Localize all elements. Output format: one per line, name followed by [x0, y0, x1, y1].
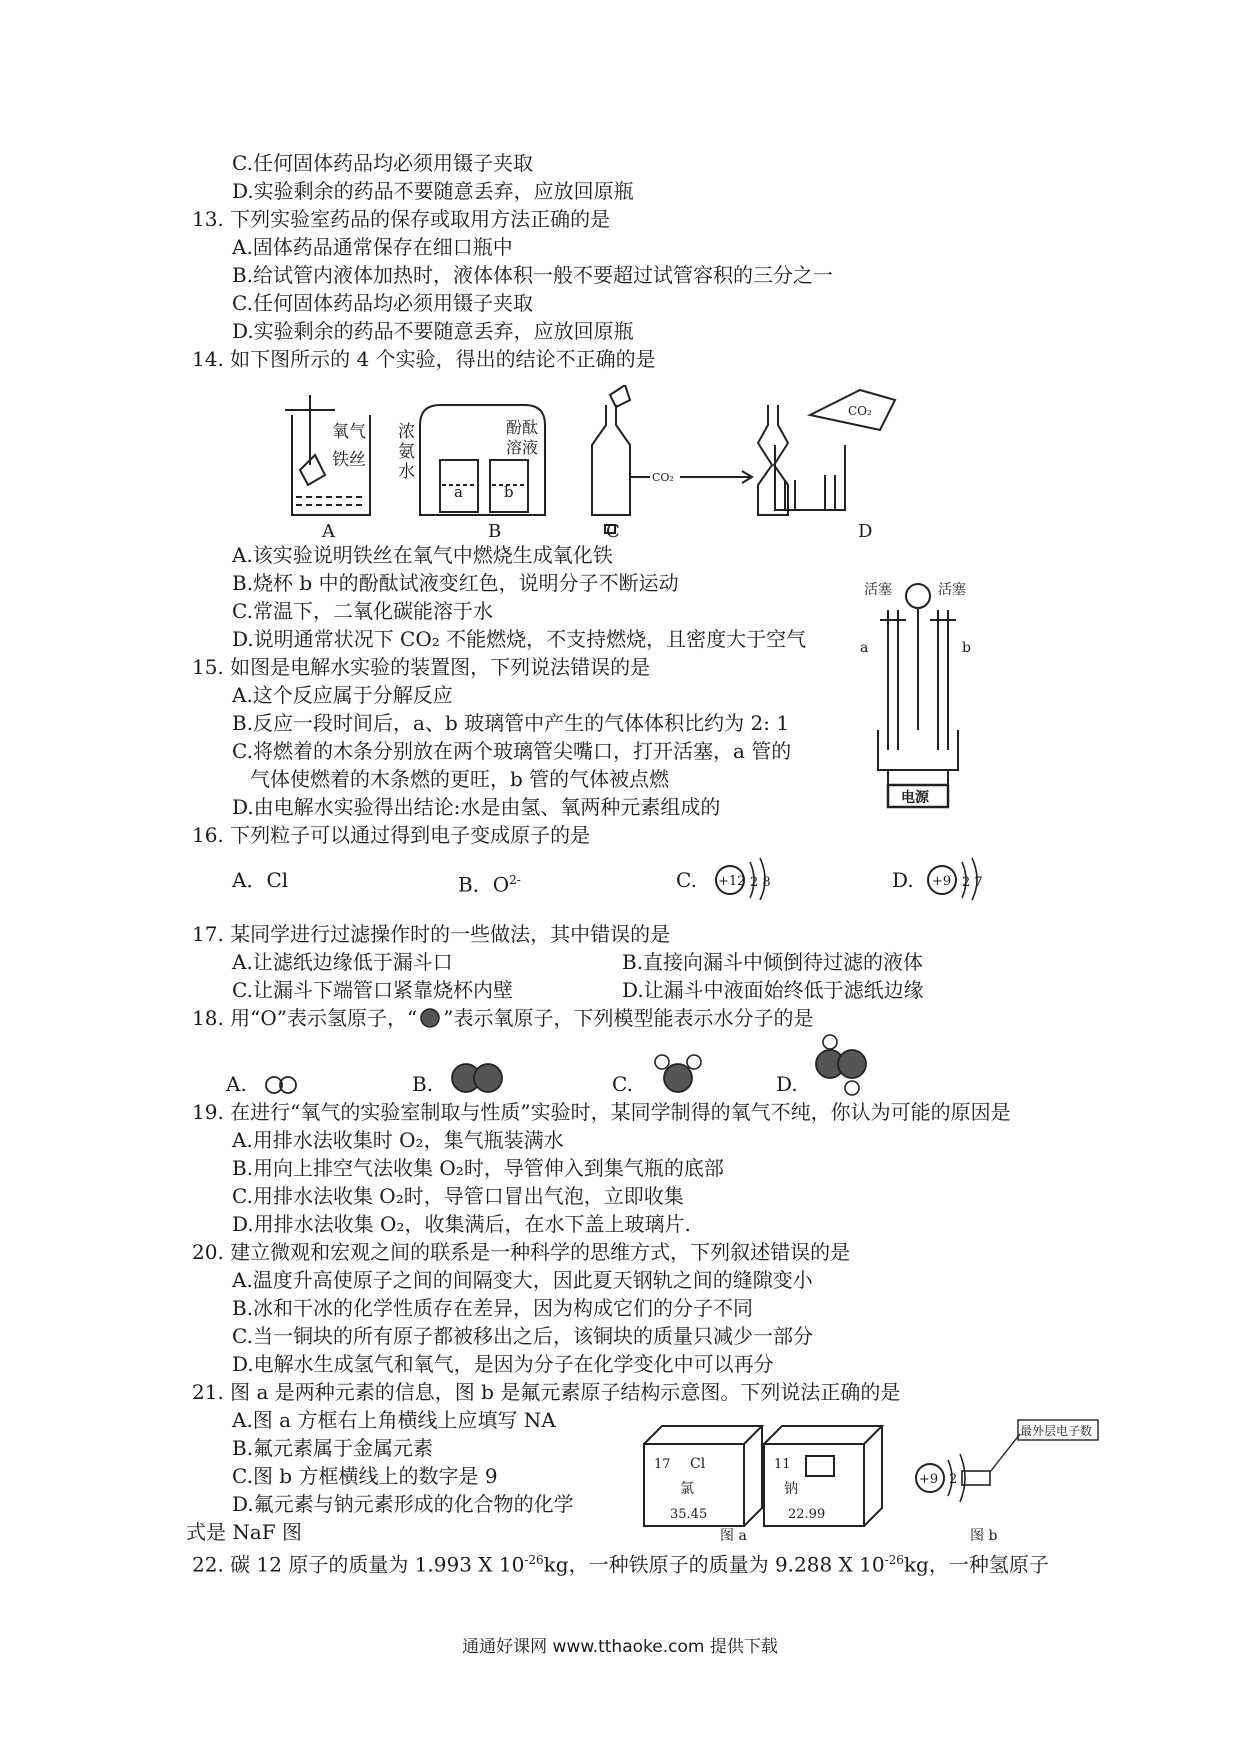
q16-option-b [458, 868, 521, 897]
q21-cl-mass: 35.45 [670, 1507, 708, 1522]
q13-option-d: D.实验剩余的药品不要随意丢弃，应放回原瓶 [232, 319, 634, 343]
q16-option-a: A．Cl [232, 868, 289, 892]
q16-c-atom-diagram [710, 850, 790, 900]
q13-stem: 13. 下列实验室药品的保存或取用方法正确的是 [192, 207, 611, 231]
q20-option-b: B.冰和干冰的化学性质存在差异，因为构成它们的分子不同 [232, 1296, 754, 1320]
q22-exponent-2: -26 [884, 1553, 904, 1567]
q14-figure [280, 385, 910, 540]
q20-option-c: C.当一铜块的所有原子都被移出之后，该铜块的质量只减少一部分 [232, 1324, 813, 1348]
q14-fig-c-co2: CO₂ [652, 471, 674, 484]
q19-option-d: D.用排水法收集 O₂，收集满后，在水下盖上玻璃片. [232, 1212, 691, 1236]
q21-fig-b-caption: 图 b [970, 1528, 998, 1542]
q21-f-inner-shell: 2 [949, 1472, 958, 1487]
q20-stem: 20. 建立微观和宏观之间的联系是一种科学的思维方式，下列叙述错误的是 [192, 1240, 851, 1264]
q19-stem: 19. 在进行“氧气的实验室制取与性质”实验时，某同学制得的氧气不纯，你认为可能的原因是 [192, 1100, 1011, 1124]
q14-stem: 14. 如下图所示的 4 个实验，得出的结论不正确的是 [192, 347, 656, 371]
q21-cl-symbol: Cl [690, 1456, 706, 1472]
q21-option-c: C.图 b 方框横线上的数字是 9 [232, 1464, 498, 1488]
q14-fig-ammonia-3: 水 [398, 462, 415, 482]
q18-option-c: C. [612, 1072, 633, 1096]
q20-option-a: A.温度升高使原子之间的间隔变大，因此夏天钢轨之间的缝隙变小 [232, 1268, 813, 1292]
q21-fig-a-caption: 图 a [720, 1528, 747, 1542]
q16-stem: 16. 下列粒子可以通过得到电子变成原子的是 [192, 823, 591, 847]
q15-fig-tube-a: a [860, 640, 869, 656]
q16-option-d: D. [892, 868, 914, 892]
q12-option-c: C.任何固体药品均必须用镊子夹取 [232, 151, 533, 175]
q17-stem: 17. 某同学进行过滤操作时的一些做法，其中错误的是 [192, 922, 671, 946]
q14-fig-ammonia-1: 浓 [398, 422, 415, 442]
q15-fig-valve-left: 活塞 [864, 582, 892, 598]
q16-d-atom-diagram [922, 850, 1002, 900]
q22-stem-part1: 22. 碳 12 原子的质量为 1.993 X 10 [192, 1552, 525, 1577]
q21-f-nucleus: +9 [919, 1472, 939, 1487]
q17-option-c: C.让漏斗下端管口紧靠烧杯内壁 [232, 978, 513, 1002]
q15-fig-valve-right: 活塞 [938, 582, 966, 598]
q19-option-a: A.用排水法收集时 O₂，集气瓶装满水 [232, 1128, 564, 1152]
q14-fig-ammonia-2: 氨 [398, 442, 415, 462]
q13-option-c: C.任何固体药品均必须用镊子夹取 [232, 291, 533, 315]
q16-option-b-charge: 2- [509, 873, 521, 887]
q18-b-model [448, 1058, 508, 1098]
q14-fig-beaker-b: b [504, 483, 514, 501]
q16-c-shells: 2 8 [750, 875, 771, 890]
q21-na-number: 11 [774, 1457, 791, 1472]
q21-cl-number: 17 [654, 1457, 671, 1472]
q21-element-figure [640, 1418, 1100, 1542]
q14-fig-label-a: A [322, 521, 335, 540]
q21-cl-name: 氯 [680, 1481, 694, 1497]
oxygen-atom-icon [417, 1008, 443, 1028]
q18-stem-part2: ”表示氧原子，下列模型能表示水分子的是 [443, 1006, 814, 1030]
q21-option-d-line2: 式是 NaF 图 [186, 1520, 303, 1544]
q13-option-a: A.固体药品通常保存在细口瓶中 [232, 235, 513, 259]
q14-fig-d-beaker [775, 390, 895, 510]
q21-stem: 21. 图 a 是两种元素的信息，图 b 是氟元素原子结构示意图。下列说法正确的是 [192, 1380, 901, 1404]
q15-fig-tube-b: b [962, 640, 971, 656]
q14-fig-beaker-a: a [454, 483, 463, 501]
q21-option-d-line1: D.氟元素与钠元素形成的化合物的化学 [232, 1492, 574, 1516]
q14-fig-d-co2: CO₂ [848, 404, 872, 418]
q21-outer-electron-label: 最外层电子数 [1020, 1424, 1093, 1438]
q17-option-d: D.让漏斗中液面始终低于滤纸边缘 [622, 978, 924, 1002]
q15-option-b: B.反应一段时间后，a、b 玻璃管中产生的气体体积比约为 2: 1 [232, 711, 790, 735]
q14-fig-phenol-2: 溶液 [506, 438, 539, 457]
q18-c-model [648, 1048, 708, 1098]
q18-option-a: A. [226, 1072, 247, 1096]
q21-na-mass: 22.99 [788, 1507, 826, 1522]
q16-c-nucleus: +12 [718, 874, 746, 889]
q12-option-d: D.实验剩余的药品不要随意丢弃，应放回原瓶 [232, 179, 634, 203]
q16-d-nucleus: +9 [932, 874, 952, 889]
q15-fig-power: 电源 [901, 790, 929, 806]
q16-option-b-text: B．O [458, 872, 510, 897]
q14-option-b: B.烧杯 b 中的酚酞试液变红色，说明分子不断运动 [232, 571, 679, 595]
q14-fig-label-c: C [606, 521, 620, 540]
q21-option-a: A.图 a 方框右上角横线上应填写 NA [232, 1408, 556, 1432]
q22-exponent-1: -26 [524, 1553, 544, 1567]
q14-fig-label-d: D [858, 521, 873, 540]
q14-fig-phenol-1: 酚酞 [506, 418, 539, 437]
q18-a-model [262, 1070, 302, 1100]
q14-option-c: C.常温下，二氧化碳能溶于水 [232, 599, 493, 623]
q21-na-name: 钠 [784, 1481, 798, 1497]
q15-electrolysis-figure [858, 580, 978, 812]
q22-stem-part3: kg，一种氢原子 [903, 1552, 1049, 1577]
q18-option-b: B. [412, 1072, 434, 1096]
q15-option-d: D.由电解水实验得出结论:水是由氢、氧两种元素组成的 [232, 795, 721, 819]
q18-stem [192, 1006, 813, 1030]
q13-option-b: B.给试管内液体加热时，液体体积一般不要超过试管容积的三分之一 [232, 263, 834, 287]
q14-option-a: A.该实验说明铁丝在氧气中燃烧生成氧化铁 [232, 543, 613, 567]
q19-option-c: C.用排水法收集 O₂时，导管口冒出气泡，立即收集 [232, 1184, 684, 1208]
q17-option-b: B.直接向漏斗中倾倒待过滤的液体 [622, 950, 924, 974]
q20-option-d: D.电解水生成氢气和氧气，是因为分子在化学变化中可以再分 [232, 1352, 774, 1376]
q16-option-c: C. [676, 868, 697, 892]
q15-option-c-line1: C.将燃着的木条分别放在两个玻璃管尖嘴口，打开活塞，a 管的 [232, 739, 792, 763]
q22-stem-part2: kg，一种铁原子的质量为 9.288 X 10 [543, 1552, 885, 1577]
page-footer: 通通好课网 www.tthaoke.com 提供下载 [462, 1637, 778, 1657]
q14-fig-iron-wire: 铁丝 [332, 450, 366, 470]
q15-stem: 15. 如图是电解水实验的装置图，下列说法错误的是 [192, 655, 651, 679]
q21-option-b: B.氟元素属于金属元素 [232, 1436, 434, 1460]
q14-fig-oxygen: 氧气 [332, 422, 366, 442]
q18-option-d: D. [776, 1072, 798, 1096]
q15-option-a: A.这个反应属于分解反应 [232, 683, 453, 707]
q22-stem [192, 1548, 1049, 1577]
q19-option-b: B.用向上排空气法收集 O₂时，导管伸入到集气瓶的底部 [232, 1156, 724, 1180]
q14-option-d: D.说明通常状况下 CO₂ 不能燃烧，不支持燃烧，且密度大于空气 [232, 627, 807, 651]
q17-option-a: A.让滤纸边缘低于漏斗口 [232, 950, 453, 974]
q18-d-model [812, 1030, 872, 1098]
q16-d-shells: 2 7 [962, 875, 983, 890]
q18-stem-part1: 18. 用“O”表示氢原子，“ [192, 1006, 418, 1030]
q14-fig-label-b: B [488, 521, 502, 540]
q15-option-c-line2: 气体使燃着的木条燃的更旺，b 管的气体被点燃 [250, 767, 670, 791]
q14-fig-c-bottles [592, 385, 788, 533]
